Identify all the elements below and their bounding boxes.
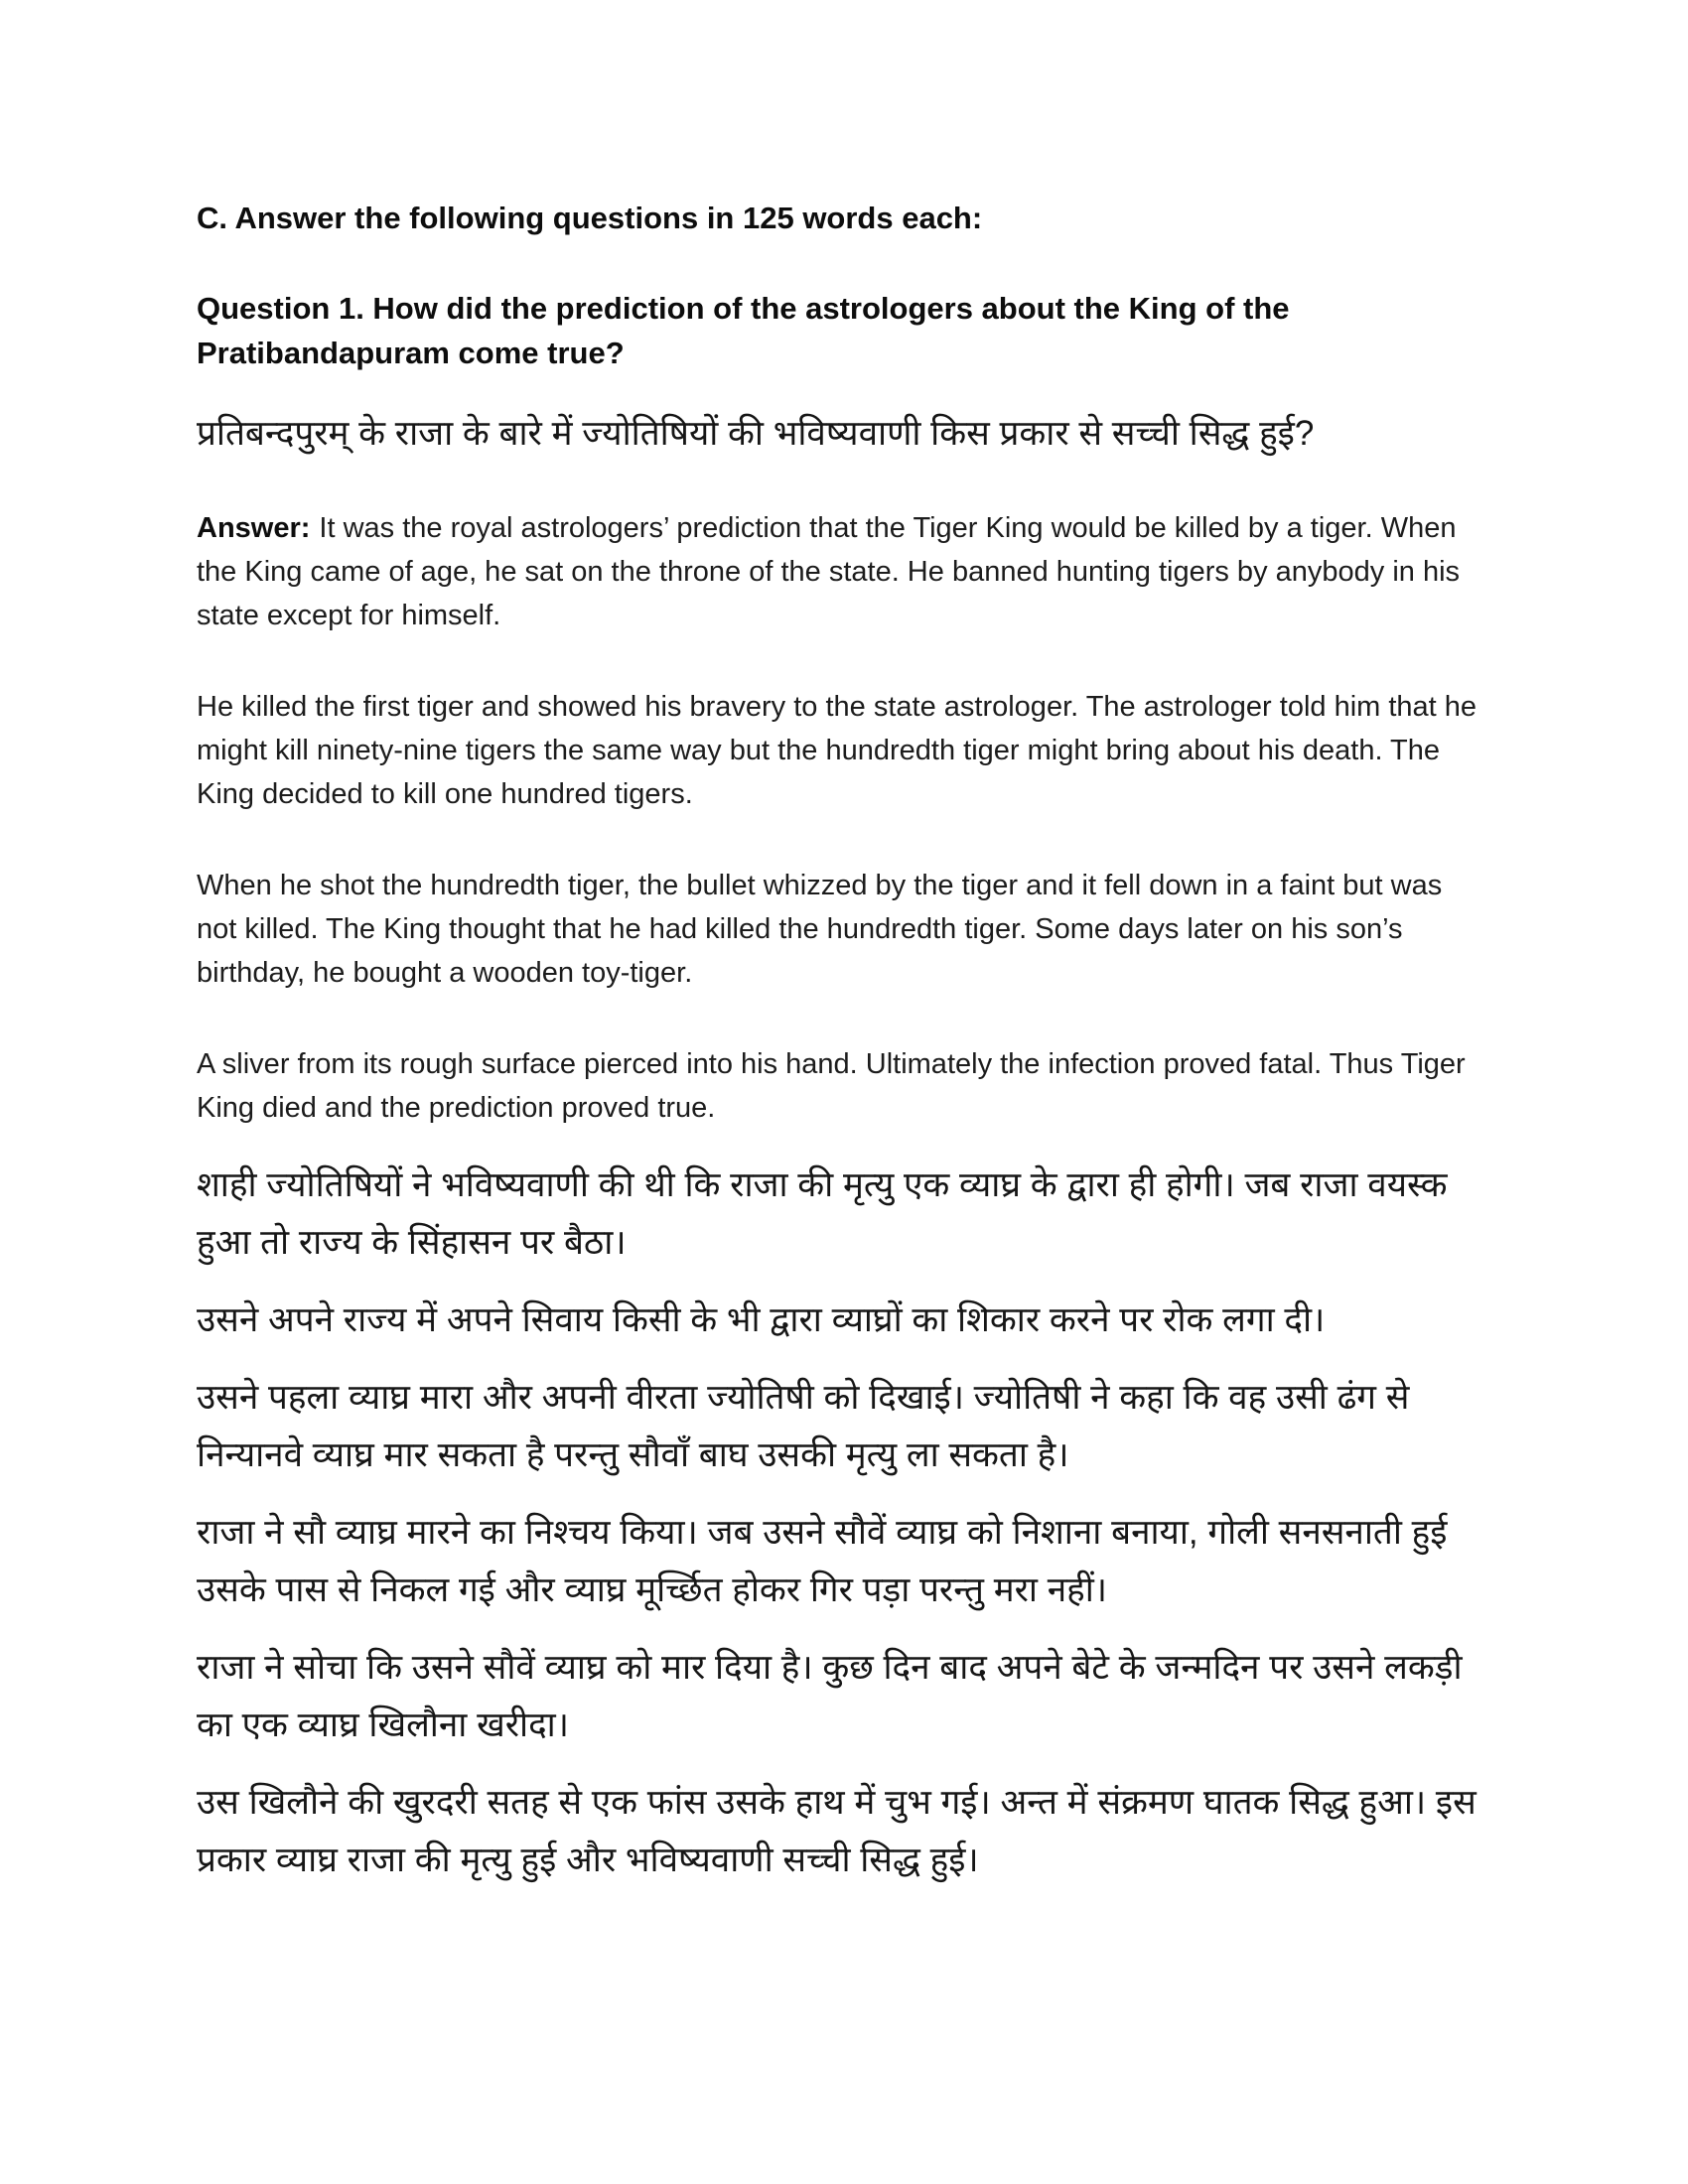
- answer-paragraph-en-4: A sliver from its rough surface pierced into his hand. Ultimately the infection proved fatal. Thus Tiger King died and the prediction proved true.: [197, 1048, 1466, 1124]
- section-heading: C. Answer the following questions in 125 words each:: [197, 201, 983, 235]
- answer-paragraph-hi-5: राजा ने सोचा कि उसने सौवें व्याघ्र को मार दिया है। कुछ दिन बाद अपने बेटे के जन्मदिन पर उसने लकड़ी का एक व्याघ्र खिलौना खरीदा।: [197, 1648, 1463, 1744]
- answer-paragraph-en-1-text: It was the royal astrologers’ prediction that the Tiger King would be killed by a tiger. When the King came of age, he sat on the throne of the state. He banned hunting tigers by anybody in his state except for himself.: [197, 512, 1461, 631]
- answer-paragraph-en-1: [197, 506, 1482, 637]
- answer-label: Answer:: [197, 512, 311, 544]
- answer-paragraph-en-2: He killed the first tiger and showed his bravery to the state astrologer. The astrologer told him that he might kill ninety-nine tigers the same way but the hundredth tiger might bring about his death. The King decided to kill one hundred tigers.: [197, 691, 1477, 810]
- answer-paragraph-hi-6: उस खिलौने की खुरदरी सतह से एक फांस उसके हाथ में चुभ गई। अन्त में संक्रमण घातक सिद्ध हुआ। इस प्रकार व्याघ्र राजा की मृत्यु हुई और भविष्यवाणी सच्ची सिद्ध हुई।: [197, 1783, 1477, 1879]
- answer-paragraph-hi-4: राजा ने सौ व्याघ्र मारने का निश्चय किया। जब उसने सौवें व्याघ्र को निशाना बनाया, गोली सनसनाती हुई उसके पास से निकल गई और व्याघ्र मूर्च्छित होकर गिर पड़ा परन्तु मरा नहीं।: [197, 1513, 1448, 1609]
- answer-paragraph-en-3: When he shot the hundredth tiger, the bullet whizzed by the tiger and it fell down in a faint but was not killed. The King thought that he had killed the hundredth tiger. Some days later on his son’s birthday, he bought a wooden toy-tiger.: [197, 870, 1443, 989]
- question-heading: Question 1. How did the prediction of the astrologers about the King of the Pratibandapuram come true?: [197, 291, 1290, 370]
- answer-paragraph-hi-2: उसने अपने राज्य में अपने सिवाय किसी के भी द्वारा व्याघ्रों का शिकार करने पर रोक लगा दी।: [197, 1300, 1326, 1339]
- question-hindi: प्रतिबन्दपुरम् के राजा के बारे में ज्योतिषियों की भविष्यवाणी किस प्रकार से सच्ची सिद्ध हुई?: [197, 414, 1315, 453]
- answer-paragraph-hi-3: उसने पहला व्याघ्र मारा और अपनी वीरता ज्योतिषी को दिखाई। ज्योतिषी ने कहा कि वह उसी ढंग से निन्यानवे व्याघ्र मार सकता है परन्तु सौवाँ बाघ उसकी मृत्यु ला सकता है।: [197, 1378, 1410, 1474]
- answer-hindi-section: [197, 1157, 1489, 1889]
- answer-paragraph-hi-1: शाही ज्योतिषियों ने भविष्यवाणी की थी कि राजा की मृत्यु एक व्याघ्र के द्वारा ही होगी। जब राजा वयस्क हुआ तो राज्य के सिंहासन पर बैठा।: [197, 1165, 1448, 1262]
